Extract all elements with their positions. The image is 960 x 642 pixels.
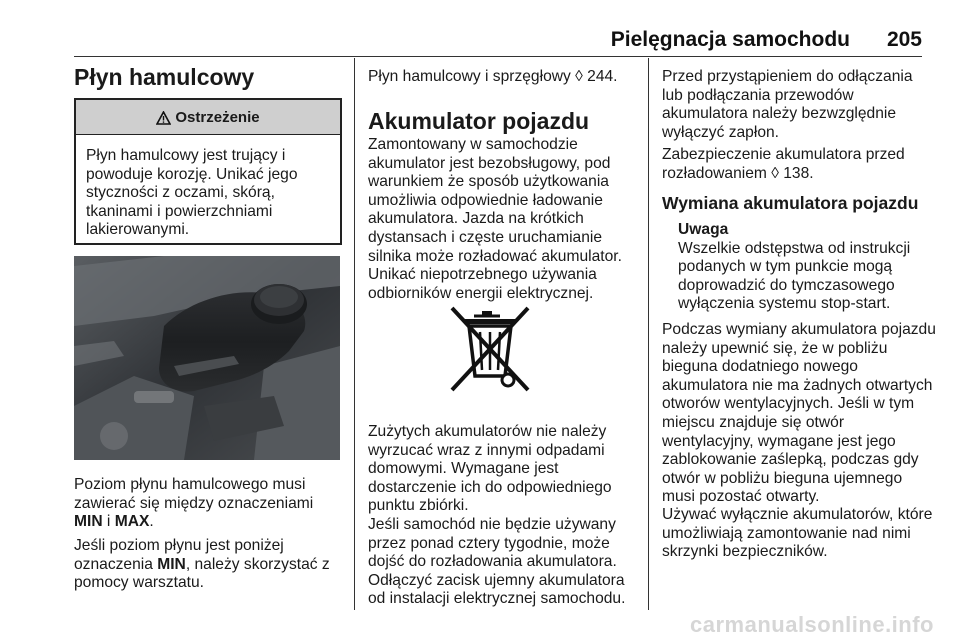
section-heading-battery-replacement: Wymiana akumulatora pojazdu [662,193,919,213]
text-segment: i [102,513,115,531]
note-text: Wszelkie odstępstwa od instrukcji podanych w tym punkcie mogą doprowadzić do tymczasowego wyłączenia systemu stop-start. [678,239,911,313]
crossed-out-wheelie-bin-icon [446,302,536,401]
column-divider-2 [648,58,649,610]
paragraph-ventilation: Podczas wymiany akumulatora pojazdu należy upewnić się, że w pobliżu bieguna dodatniego nowego akumulatora nie ma żadnych otwartych otworów wentylacyjnych. Jeśli w tym miejscu znajduje się otwór wentylacyjny, wymagane jest jego zablokowanie zaślepką, podczas gdy otwór w pobliżu bieguna ujemnego musi pozostać otwarty. [662,321,936,506]
paragraph-battery-maintenance: Zamontowany w samochodzie akumulator jest bezobsługowy, pod warunkiem że sposób użytkowania umożliwia odpowiednie ładowanie akumulatora. Jazda na krótkich dystansach i częste uruchamianie silnika może rozładować akumulator. Unikać niepotrzebnego używania odbiorników energii elektrycznej. [368,136,622,302]
cross-reference-brake-fluid: Płyn hamulcowy i sprzęgłowy ◊ 244. [368,68,618,85]
section-heading-brake-fluid: Płyn hamulcowy [74,64,255,90]
paragraph-min-max [74,476,346,532]
column-divider-1 [354,58,355,610]
warning-header [76,100,340,135]
text-segment: Jeśli poziom płynu jest poniżej oznaczenia [74,537,284,573]
page-header-title: Pielęgnacja samochodu [610,28,850,51]
note-title: Uwaga [678,221,729,238]
paragraph-ignition-off: Przed przystąpieniem do odłączania lub podłączania przewodów akumulatora należy bezwzględnie wyłączyć zapłon. [662,68,913,141]
paragraph-below-min [74,537,346,593]
section-heading-battery: Akumulator pojazdu [368,108,590,134]
text-segment: , należy skorzystać z pomocy warsztatu. [74,555,330,592]
paragraph-battery-storage: Jeśli samochód nie będzie używany przez ponad cztery tygodnie, może dojść do rozładowania akumulatora. Odłączyć zacisk ujemny akumulatora od instalacji elektrycznej samochodu. [368,516,626,608]
warning-text: Płyn hamulcowy jest trujący i powoduje korozję. Unikać jego styczności z oczami, skórą, tkaninami i powierzchniami lakierowanymi. [86,147,298,239]
paragraph-battery-disposal: Zużytych akumulatorów nie należy wyrzucać wraz z innymi odpadami domowymi. Wymagane jest dostarczenie ich do odpowiedniego punktu zbiórki. [368,423,612,515]
warning-box [74,98,342,245]
text-segment: . [149,513,154,531]
label-min: MIN [74,513,103,531]
paragraph-discharge-protection: Zabezpieczenie akumulatora przed rozładowaniem ◊ 138. [662,146,905,182]
label-min: MIN [157,555,186,573]
paragraph-fuse-box: Używać wyłącznie akumulatorów, które umożliwiają zamontowanie nad nimi skrzynki bezpieczników. [662,506,933,561]
watermark: carmanualsonline.info [690,612,934,637]
note-block [678,221,934,314]
page-number: 205 [886,28,922,51]
warning-title: Ostrzeżenie [175,108,260,126]
brake-fluid-reservoir-photo [74,256,340,460]
warning-triangle-icon [156,111,171,125]
label-max: MAX [114,513,150,531]
header-rule [74,56,922,57]
text-segment: Poziom płynu hamulcowego musi zawierać się między oznaczeniami [74,476,314,512]
